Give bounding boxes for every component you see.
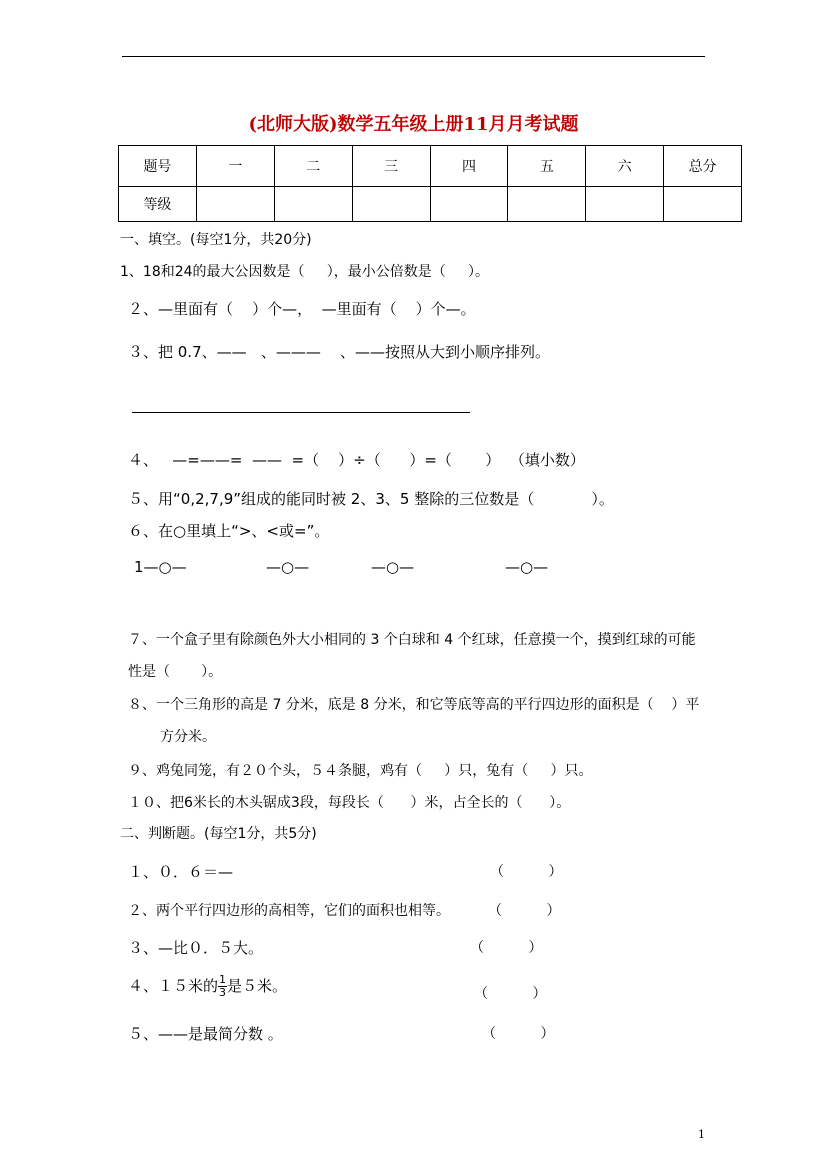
question-1: 1、18和24的最大公因数是（ ），最小公倍数是（ ）。 [120, 264, 490, 280]
score-cell[interactable] [352, 187, 430, 222]
question-8-line-1: ８、一个三角形的高是 7 分米，底是 8 分米，和它等底等高的平行四边形的面积是（ ）平 [128, 697, 700, 713]
question-5: ５、用“0,2,7,9”组成的能同时被 2、3、5 整除的三位数是（ ）。 [128, 490, 614, 508]
judge-bracket[interactable]: （ ） [490, 864, 563, 880]
judge-bracket[interactable]: （ ） [482, 1026, 555, 1042]
judge-bracket[interactable]: （ ） [488, 903, 561, 919]
compare-item: —○— [371, 558, 415, 576]
score-cell[interactable] [586, 187, 664, 222]
question-10: １０、把6米长的木头锯成3段，每段长（ ）米，占全长的（ ）。 [128, 795, 571, 811]
row-label: 等级 [119, 187, 197, 222]
judge-item-4 [128, 974, 287, 999]
judge-item-5: ５、——是最简分数 。 [128, 1025, 283, 1043]
fraction-denominator: 3 [219, 986, 227, 999]
score-cell[interactable] [664, 187, 742, 222]
header-rule [122, 56, 705, 57]
question-4: ４、 —=——= —— =（ ）÷（ ）=（ ） （填小数） [128, 451, 585, 469]
judge-item-4-pre: ４、１５米的 [128, 977, 219, 995]
judge-item-3: ３、—比０．５大。 [128, 939, 264, 957]
page-number: 1 [698, 1128, 705, 1141]
judge-bracket[interactable]: （ ） [470, 940, 543, 956]
score-cell[interactable] [508, 187, 586, 222]
judge-bracket[interactable]: （ ） [474, 986, 547, 1002]
grade-table-header-row [119, 146, 742, 187]
question-3: ３、把 0.7、—— 、——— 、——按照从大到小顺序排列。 [128, 343, 551, 361]
question-7-line-1: ７、一个盒子里有除颜色外大小相同的 3 个白球和 4 个红球，任意摸一个，摸到红球的可能 [128, 632, 696, 648]
judge-item-2: ２、两个平行四边形的高相等，它们的面积也相等。 [128, 903, 450, 919]
question-8-line-2: 方分米。 [160, 729, 216, 745]
score-cell[interactable] [196, 187, 274, 222]
grade-table [118, 145, 742, 222]
question-6: ６、在○里填上“>、<或=”。 [128, 522, 330, 540]
score-cell[interactable] [430, 187, 508, 222]
page-title: (北师大版)数学五年级上册11月月考试题 [248, 114, 579, 135]
fraction-numerator: 1 [219, 973, 227, 986]
judge-item-4-post: 是５米。 [227, 977, 288, 995]
question-7-line-2: 性是（ ）。 [128, 664, 223, 680]
compare-item: —○— [266, 558, 310, 576]
score-cell[interactable] [274, 187, 352, 222]
question-9: ９、鸡兔同笼，有２０个头，５４条腿，鸡有（ ）只，兔有（ ）只。 [128, 763, 593, 779]
question-2: ２、—里面有（ ）个—， —里面有（ ）个—。 [128, 300, 476, 318]
header-cell: 总分 [664, 146, 742, 187]
header-cell: 三 [352, 146, 430, 187]
header-cell: 二 [274, 146, 352, 187]
header-cell: 一 [196, 146, 274, 187]
header-cell: 五 [508, 146, 586, 187]
header-cell: 题号 [119, 146, 197, 187]
section-2-heading: 二、判断题。(每空1分，共5分) [120, 826, 317, 842]
grade-table-score-row [119, 187, 742, 222]
section-1-heading: 一、填空。(每空1分，共20分) [120, 232, 312, 248]
fraction [218, 974, 227, 999]
compare-item: 1—○— [134, 558, 187, 576]
header-cell: 四 [430, 146, 508, 187]
header-cell: 六 [586, 146, 664, 187]
judge-item-1: １、０．６＝— [128, 863, 234, 881]
answer-line [132, 412, 470, 413]
compare-item: —○— [505, 558, 549, 576]
